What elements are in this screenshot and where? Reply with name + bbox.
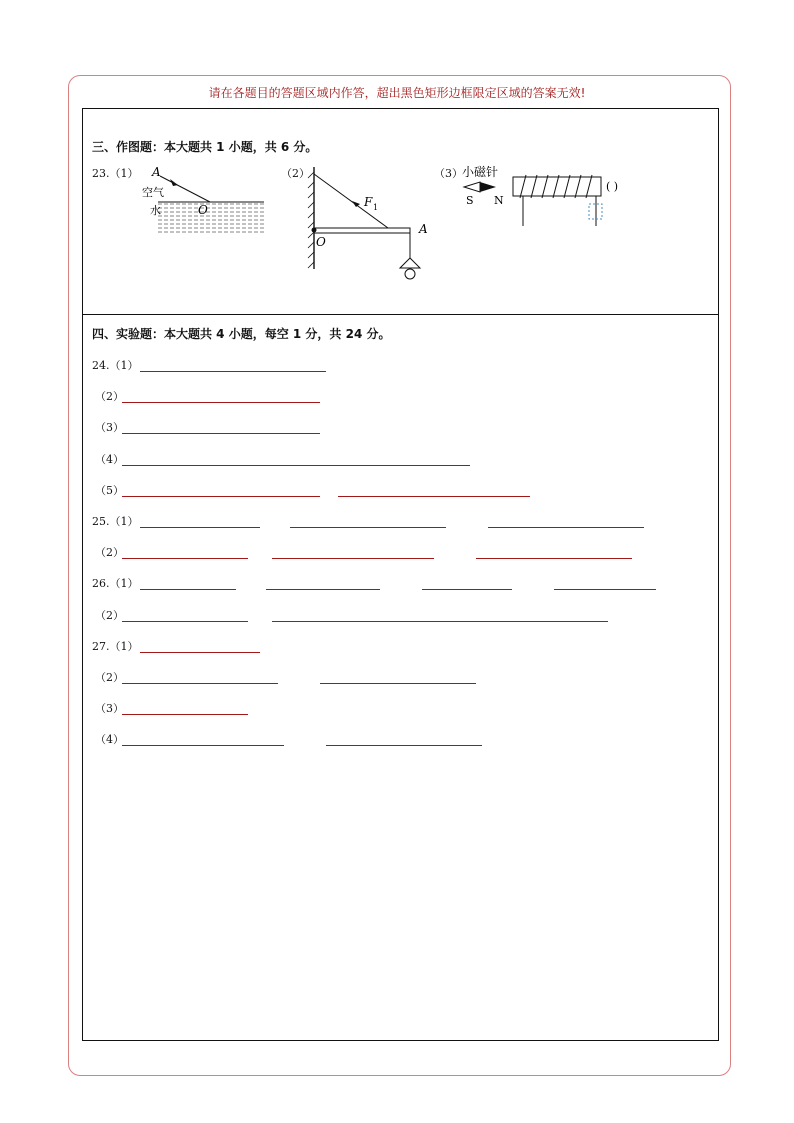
section4-title: 四、实验题：本大题共 4 小题，每空 1 分，共 24 分。 xyxy=(92,327,391,341)
needle-s-half xyxy=(464,182,480,192)
ray-arrow xyxy=(170,179,178,186)
answer-blank[interactable] xyxy=(122,621,248,622)
needle-s-label: S xyxy=(466,194,474,207)
q23-label: 23.（1） xyxy=(92,167,139,180)
q24-2-label: （2） xyxy=(95,390,124,403)
answer-blank[interactable] xyxy=(266,589,380,590)
string-line xyxy=(314,174,388,228)
q24-3-label: （3） xyxy=(95,421,124,434)
lamp-shade-icon xyxy=(400,258,420,268)
air-label: 空气 xyxy=(142,186,164,199)
answer-blank[interactable] xyxy=(122,433,320,434)
q25-1-label: 25.（1） xyxy=(92,515,139,528)
force-subscript: 1 xyxy=(373,203,379,212)
point-o-label: O xyxy=(198,203,208,217)
answer-blank[interactable] xyxy=(122,558,248,559)
q24-4-label: （4） xyxy=(95,453,124,466)
solenoid-diagram xyxy=(458,160,638,230)
answer-blank[interactable] xyxy=(122,745,284,746)
wall-hatch xyxy=(308,172,314,268)
q23-p2-label: （2） xyxy=(281,167,310,180)
answer-blank[interactable] xyxy=(122,465,470,466)
point-a-label: A xyxy=(152,165,161,179)
water-region xyxy=(158,202,264,235)
answer-blank[interactable] xyxy=(122,402,320,403)
answer-blank[interactable] xyxy=(122,714,248,715)
answer-blank[interactable] xyxy=(140,652,260,653)
section-divider xyxy=(82,314,719,315)
answer-blank[interactable] xyxy=(326,745,482,746)
answer-blank[interactable] xyxy=(338,496,530,497)
needle-n-half xyxy=(480,182,496,192)
answer-blank[interactable] xyxy=(476,558,632,559)
incident-ray xyxy=(160,176,210,202)
q24-5-label: （5） xyxy=(95,484,124,497)
lamp-bulb-icon xyxy=(405,269,415,279)
q23-p3-label: （3） xyxy=(434,167,463,180)
answer-blank[interactable] xyxy=(140,589,236,590)
answer-blank[interactable] xyxy=(272,558,434,559)
section3-title: 三、作图题：本大题共 1 小题，共 6 分。 xyxy=(92,140,318,154)
pole-answer-paren: ( ) xyxy=(606,180,619,193)
q27-1-label: 27.（1） xyxy=(92,640,139,653)
q26-2-label: （2） xyxy=(95,609,124,622)
pivot-point xyxy=(312,228,317,233)
q26-1-label: 26.（1） xyxy=(92,577,139,590)
answer-blank[interactable] xyxy=(272,621,608,622)
lever-diagram xyxy=(300,162,440,284)
answer-blank[interactable] xyxy=(290,527,446,528)
point-o2-label: O xyxy=(316,235,326,249)
point-a2-label: A xyxy=(419,222,428,236)
answer-blank[interactable] xyxy=(488,527,644,528)
water-label: 水 xyxy=(150,204,161,217)
answer-blank[interactable] xyxy=(140,371,326,372)
notice-text: 请在各题目的答题区域内作答，超出黑色矩形边框限定区域的答案无效! xyxy=(208,86,586,100)
solenoid-core xyxy=(513,177,601,196)
lever-bar xyxy=(314,228,410,233)
q24-1-label: 24.（1） xyxy=(92,359,139,372)
q27-3-label: （3） xyxy=(95,702,124,715)
refraction-diagram xyxy=(140,162,270,242)
answer-blank[interactable] xyxy=(122,683,278,684)
compass-needle-label: 小磁针 xyxy=(462,165,499,179)
answer-blank[interactable] xyxy=(320,683,476,684)
answer-blank[interactable] xyxy=(554,589,656,590)
answer-blank[interactable] xyxy=(122,496,320,497)
needle-n-label: N xyxy=(494,194,504,207)
force-f-label: F xyxy=(364,195,373,209)
q27-4-label: （4） xyxy=(95,733,124,746)
answer-blank[interactable] xyxy=(140,527,260,528)
q27-2-label: （2） xyxy=(95,671,124,684)
answer-blank[interactable] xyxy=(422,589,512,590)
q25-2-label: （2） xyxy=(95,546,124,559)
